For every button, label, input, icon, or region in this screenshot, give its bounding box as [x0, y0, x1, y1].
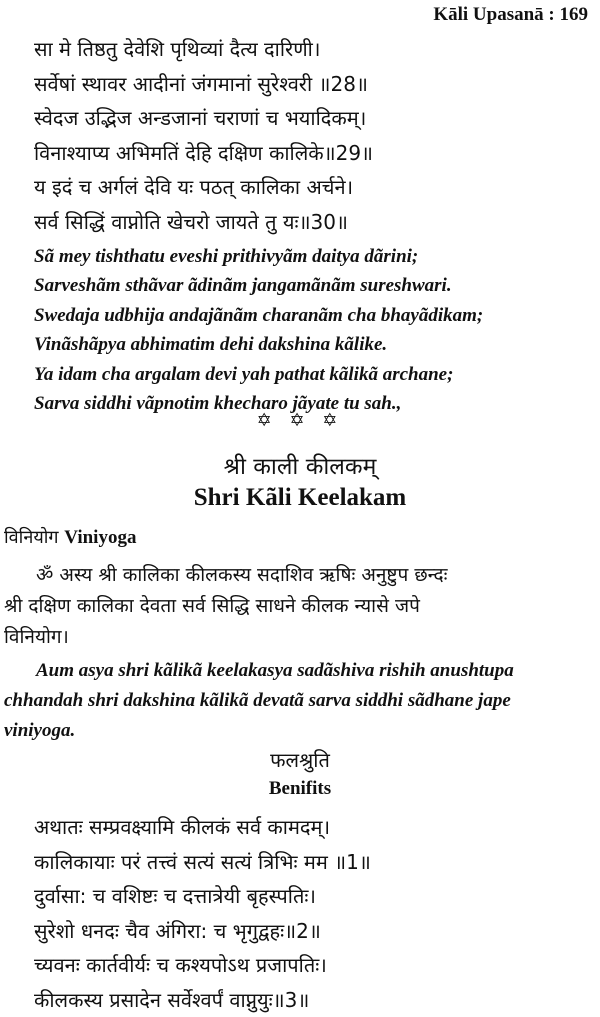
viniyoga-heading: [4, 525, 136, 549]
phalashruti-verse-line: च्यवनः कार्तवीर्यः च कश्यपोऽथ प्रजापतिः।: [34, 948, 594, 983]
phalashruti-verse-line: कीलकस्य प्रसादेन सर्वेश्वर्पं वाप्नुयुः॥3॥: [34, 983, 594, 1017]
viniyoga-sanskrit-line: श्री दक्षिण कालिका देवता सर्व सिद्धि साधने कीलक न्यासे जपे: [4, 591, 594, 622]
transliteration-line: Sarveshãm sthãvar ãdinãm jangamãnãm sureshwari.: [34, 271, 596, 300]
transliteration-line: Sã mey tishthatu eveshi prithivyãm daitya dãrini;: [34, 242, 596, 271]
viniyoga-transliteration-line: chhandah shri dakshina kãlikã devatã sarva siddhi sãdhane jape: [4, 686, 594, 716]
sanskrit-verse-line: सा मे तिष्ठतु देवेशि पृथिव्यां दैत्य दारिणी।: [34, 32, 594, 67]
sanskrit-verse-line: सर्वेषां स्थावर आदीनां जंगमानां सुरेश्वरी ॥28॥: [34, 67, 594, 102]
transliteration-line: Ya idam cha argalam devi yah pathat kãlikã archane;: [34, 360, 596, 389]
transliteration-line: Vinãshãpya abhimatim dehi dakshina kãlike.: [34, 330, 596, 359]
phalashruti-verse-line: सुरेशो धनदः चैव अंगिरा: च भृगुद्वहः॥2॥: [34, 914, 594, 949]
sanskrit-verse-line: य इदं च अर्गलं देवि यः पठत् कालिका अर्चने।: [34, 170, 594, 205]
viniyoga-sanskrit: [4, 560, 594, 653]
viniyoga-sanskrit-line: ॐ अस्य श्री कालिका कीलकस्य सदाशिव ऋषिः अनुष्टुप छन्दः: [4, 560, 594, 591]
section-title-english: Shri Kãli Keelakam: [0, 484, 600, 512]
viniyoga-heading-english: Viniyoga: [64, 527, 136, 548]
phalashruti-verses: [34, 810, 594, 1017]
running-header: Kāli Upasanā : 169: [433, 4, 588, 26]
viniyoga-sanskrit-line: विनियोग।: [4, 622, 594, 653]
phalashruti-verse-line: अथातः सम्प्रवक्ष्यामि कीलकं सर्व कामदम्।: [34, 810, 594, 845]
sanskrit-verses: [34, 32, 594, 239]
phalashruti-verse-line: कालिकायाः परं तत्त्वं सत्यं सत्यं त्रिभिः मम ॥1॥: [34, 845, 594, 880]
viniyoga-transliteration-line: viniyoga.: [4, 716, 594, 746]
sanskrit-verse-line: सर्व सिद्धिं वाप्नोति खेचरो जायते तु यः॥30॥: [34, 205, 594, 240]
transliteration-line: Swedaja udbhija andajãnãm charanãm cha bhayãdikam;: [34, 301, 596, 330]
section-title-devanagari: श्री काली कीलकम्: [0, 449, 600, 481]
viniyoga-heading-devanagari: विनियोग: [4, 527, 59, 548]
phalashruti-heading-devanagari: फलश्रुति: [0, 746, 600, 773]
transliterated-verses: [34, 242, 596, 418]
phalashruti-verse-line: दुर्वासा: च वशिष्टः च दत्तात्रेयी बृहस्पतिः।: [34, 879, 594, 914]
star-ornament-divider: ✡ ✡ ✡: [0, 410, 600, 431]
sanskrit-verse-line: स्वेदज उद्भिज अन्डजानां चराणां च भयादिकम्।: [34, 101, 594, 136]
transliteration-line: Sarva siddhi vãpnotim khecharo jãyate tu sah.,: [34, 389, 596, 418]
sanskrit-verse-line: विनाश्याप्य अभिमतिं देहि दक्षिण कालिके॥29॥: [34, 136, 594, 171]
viniyoga-transliteration-line: Aum asya shri kãlikã keelakasya sadãshiva rishih anushtupa: [4, 656, 594, 686]
phalashruti-heading-english: Benifits: [0, 778, 600, 800]
viniyoga-transliteration: [4, 656, 594, 746]
